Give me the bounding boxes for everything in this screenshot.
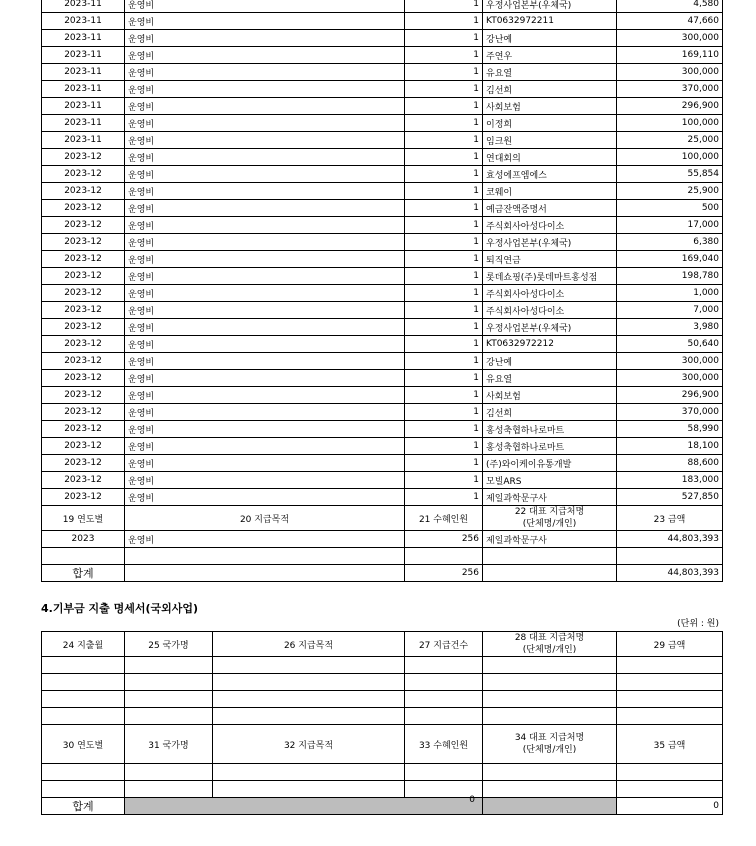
row-purpose: 운영비 bbox=[125, 421, 405, 438]
row-count: 1 bbox=[405, 319, 483, 336]
row-payee: 김선희 bbox=[483, 81, 617, 98]
overseas-total-row bbox=[42, 798, 723, 815]
row-purpose: 운영비 bbox=[125, 472, 405, 489]
row-payee: 임크원 bbox=[483, 132, 617, 149]
header-year: 19 연도별 bbox=[42, 506, 125, 531]
row-month: 2023-12 bbox=[42, 438, 125, 455]
row-amount: 17,000 bbox=[617, 217, 723, 234]
row-count: 1 bbox=[405, 472, 483, 489]
row-amount: 198,780 bbox=[617, 268, 723, 285]
table-row bbox=[42, 98, 723, 115]
row-payee: 제일과학문구사 bbox=[483, 489, 617, 506]
row-count: 1 bbox=[405, 132, 483, 149]
row-month: 2023-12 bbox=[42, 234, 125, 251]
table-row bbox=[42, 421, 723, 438]
row-purpose: 운영비 bbox=[125, 455, 405, 472]
row-payee: KT0632972212 bbox=[483, 336, 617, 353]
header-payee bbox=[483, 632, 617, 657]
overseas-header bbox=[42, 632, 723, 657]
table-row bbox=[42, 251, 723, 268]
table-row bbox=[42, 30, 723, 47]
row-amount: 296,900 bbox=[617, 387, 723, 404]
unit-note: (단위 : 원) bbox=[677, 619, 719, 629]
row-count: 1 bbox=[405, 370, 483, 387]
row-purpose: 운영비 bbox=[125, 404, 405, 421]
row-count: 1 bbox=[405, 489, 483, 506]
row-payee: 사회보험 bbox=[483, 98, 617, 115]
table-row bbox=[42, 455, 723, 472]
header-purpose: 20 지급목적 bbox=[125, 506, 405, 531]
row-month: 2023-12 bbox=[42, 251, 125, 268]
table-row bbox=[42, 404, 723, 421]
table-row bbox=[42, 438, 723, 455]
section4-title: 4.기부금 지출 명세서(국외사업) bbox=[41, 602, 199, 615]
row-count: 1 bbox=[405, 336, 483, 353]
row-payee: KT0632972211 bbox=[483, 13, 617, 30]
row-count: 1 bbox=[405, 268, 483, 285]
overseas-total-count: 0 bbox=[469, 795, 475, 805]
table-row bbox=[42, 47, 723, 64]
row-count: 1 bbox=[405, 200, 483, 217]
header-count: 33 수혜인원 bbox=[405, 725, 483, 764]
overseas-empty-row bbox=[42, 708, 723, 725]
row-purpose: 운영비 bbox=[125, 387, 405, 404]
detail-rows bbox=[42, 0, 723, 506]
row-payee: 홍성축협하나로마트 bbox=[483, 421, 617, 438]
domestic-total-row bbox=[42, 565, 723, 582]
row-purpose: 운영비 bbox=[125, 166, 405, 183]
row-payee: 모빌ARS bbox=[483, 472, 617, 489]
row-amount: 527,850 bbox=[617, 489, 723, 506]
overseas-total-shaded bbox=[125, 798, 483, 815]
table-row bbox=[42, 387, 723, 404]
row-amount: 1,000 bbox=[617, 285, 723, 302]
table-row bbox=[42, 268, 723, 285]
row-month: 2023-12 bbox=[42, 285, 125, 302]
row-month: 2023-11 bbox=[42, 132, 125, 149]
row-count: 1 bbox=[405, 217, 483, 234]
row-month: 2023-11 bbox=[42, 115, 125, 132]
row-count: 1 bbox=[405, 387, 483, 404]
table-row bbox=[42, 64, 723, 81]
row-payee: 김선희 bbox=[483, 404, 617, 421]
header-payee-line1: 34 대표 지급처명 bbox=[514, 733, 585, 743]
row-amount: 18,100 bbox=[617, 438, 723, 455]
row-purpose: 운영비 bbox=[125, 149, 405, 166]
row-count: 1 bbox=[405, 30, 483, 47]
row-amount: 370,000 bbox=[617, 404, 723, 421]
row-count: 1 bbox=[405, 234, 483, 251]
row-amount: 25,900 bbox=[617, 183, 723, 200]
header-payee bbox=[483, 725, 617, 764]
row-month: 2023-11 bbox=[42, 0, 125, 13]
row-purpose: 운영비 bbox=[125, 268, 405, 285]
row-payee: 연대회의 bbox=[483, 149, 617, 166]
header-year: 30 연도별 bbox=[42, 725, 125, 764]
row-count: 1 bbox=[405, 353, 483, 370]
table-row bbox=[42, 353, 723, 370]
row-purpose: 운영비 bbox=[125, 200, 405, 217]
row-purpose: 운영비 bbox=[125, 319, 405, 336]
row-payee: 유요열 bbox=[483, 64, 617, 81]
row-purpose: 운영비 bbox=[125, 183, 405, 200]
row-month: 2023-11 bbox=[42, 64, 125, 81]
header-payee-line2: (단체명/개인) bbox=[522, 519, 577, 529]
row-amount: 300,000 bbox=[617, 30, 723, 47]
row-payee: 주식회사아성다이소 bbox=[483, 302, 617, 319]
row-amount: 300,000 bbox=[617, 353, 723, 370]
domestic-summary-row bbox=[42, 531, 723, 548]
row-purpose: 운영비 bbox=[125, 234, 405, 251]
row-purpose: 운영비 bbox=[125, 98, 405, 115]
row-payee: 코웨이 bbox=[483, 183, 617, 200]
row-count: 1 bbox=[405, 421, 483, 438]
row-count: 1 bbox=[405, 251, 483, 268]
row-month: 2023-11 bbox=[42, 13, 125, 30]
row-count: 1 bbox=[405, 47, 483, 64]
domestic-summary-empty-row bbox=[42, 548, 723, 565]
row-month: 2023-11 bbox=[42, 30, 125, 47]
summary-amount: 44,803,393 bbox=[617, 531, 723, 548]
header-country: 25 국가명 bbox=[125, 632, 213, 657]
summary-payee: 제일과학문구사 bbox=[483, 531, 617, 548]
overseas-empty-row bbox=[42, 691, 723, 708]
overseas-empty-row bbox=[42, 674, 723, 691]
row-amount: 100,000 bbox=[617, 149, 723, 166]
row-month: 2023-12 bbox=[42, 472, 125, 489]
row-purpose: 운영비 bbox=[125, 370, 405, 387]
row-payee: 강난예 bbox=[483, 30, 617, 47]
row-month: 2023-12 bbox=[42, 149, 125, 166]
row-payee: 예금잔액증명서 bbox=[483, 200, 617, 217]
row-month: 2023-12 bbox=[42, 268, 125, 285]
row-payee: 이정희 bbox=[483, 115, 617, 132]
row-month: 2023-12 bbox=[42, 387, 125, 404]
summary-year: 2023 bbox=[42, 531, 125, 548]
row-payee: 우정사업본부(우체국) bbox=[483, 319, 617, 336]
row-amount: 169,110 bbox=[617, 47, 723, 64]
row-payee: 롯데쇼핑(주)롯데마트홍성점 bbox=[483, 268, 617, 285]
row-count: 1 bbox=[405, 149, 483, 166]
row-count: 1 bbox=[405, 64, 483, 81]
header-country: 31 국가명 bbox=[125, 725, 213, 764]
row-month: 2023-12 bbox=[42, 200, 125, 217]
row-count: 1 bbox=[405, 115, 483, 132]
table-row bbox=[42, 234, 723, 251]
header-count: 21 수혜인원 bbox=[405, 506, 483, 531]
row-month: 2023-12 bbox=[42, 455, 125, 472]
summary-purpose: 운영비 bbox=[125, 531, 405, 548]
domestic-total-count: 256 bbox=[405, 565, 483, 582]
domestic-total-amount: 44,803,393 bbox=[617, 565, 723, 582]
row-count: 1 bbox=[405, 183, 483, 200]
row-payee: 유요열 bbox=[483, 370, 617, 387]
row-amount: 58,990 bbox=[617, 421, 723, 438]
row-purpose: 운영비 bbox=[125, 115, 405, 132]
row-purpose: 운영비 bbox=[125, 251, 405, 268]
table-row bbox=[42, 183, 723, 200]
header-purpose: 26 지급목적 bbox=[213, 632, 405, 657]
row-month: 2023-12 bbox=[42, 336, 125, 353]
row-month: 2023-12 bbox=[42, 302, 125, 319]
summary-count: 256 bbox=[405, 531, 483, 548]
row-count: 1 bbox=[405, 98, 483, 115]
row-purpose: 운영비 bbox=[125, 302, 405, 319]
row-purpose: 운영비 bbox=[125, 81, 405, 98]
table-row bbox=[42, 489, 723, 506]
row-purpose: 운영비 bbox=[125, 13, 405, 30]
row-payee: 효성에프엠에스 bbox=[483, 166, 617, 183]
header-amount: 29 금액 bbox=[617, 632, 723, 657]
row-payee: (주)와이케이유통개발 bbox=[483, 455, 617, 472]
header-payee-line2: (단체명/개인) bbox=[522, 745, 577, 755]
row-amount: 47,660 bbox=[617, 13, 723, 30]
row-amount: 300,000 bbox=[617, 64, 723, 81]
table-row bbox=[42, 217, 723, 234]
row-amount: 25,000 bbox=[617, 132, 723, 149]
row-payee: 우정사업본부(우체국) bbox=[483, 234, 617, 251]
row-month: 2023-12 bbox=[42, 370, 125, 387]
row-count: 1 bbox=[405, 81, 483, 98]
domestic-expense-table bbox=[41, 0, 723, 582]
row-purpose: 운영비 bbox=[125, 0, 405, 13]
table-row bbox=[42, 302, 723, 319]
table-row bbox=[42, 200, 723, 217]
overseas-summary-empty-row bbox=[42, 764, 723, 781]
row-payee: 강난예 bbox=[483, 353, 617, 370]
row-month: 2023-12 bbox=[42, 183, 125, 200]
table-row bbox=[42, 319, 723, 336]
table-row bbox=[42, 370, 723, 387]
table-row bbox=[42, 81, 723, 98]
row-amount: 100,000 bbox=[617, 115, 723, 132]
row-count: 1 bbox=[405, 166, 483, 183]
row-count: 1 bbox=[405, 285, 483, 302]
overseas-empty-row bbox=[42, 657, 723, 674]
overseas-summary-empty-row bbox=[42, 781, 723, 798]
row-payee: 우정사업본부(우체국) bbox=[483, 0, 617, 13]
row-month: 2023-12 bbox=[42, 404, 125, 421]
domestic-summary-header bbox=[42, 506, 723, 531]
row-purpose: 운영비 bbox=[125, 30, 405, 47]
row-amount: 7,000 bbox=[617, 302, 723, 319]
row-count: 1 bbox=[405, 404, 483, 421]
row-payee: 홍성축협하나로마트 bbox=[483, 438, 617, 455]
header-payee-line1: 22 대표 지급처명 bbox=[514, 507, 585, 517]
row-payee: 주식회사아성다이소 bbox=[483, 285, 617, 302]
table-row bbox=[42, 13, 723, 30]
row-month: 2023-11 bbox=[42, 81, 125, 98]
row-amount: 55,854 bbox=[617, 166, 723, 183]
row-amount: 3,980 bbox=[617, 319, 723, 336]
row-purpose: 운영비 bbox=[125, 438, 405, 455]
row-amount: 300,000 bbox=[617, 370, 723, 387]
overseas-expense-table bbox=[41, 631, 723, 815]
row-purpose: 운영비 bbox=[125, 64, 405, 81]
table-row bbox=[42, 0, 723, 13]
row-month: 2023-12 bbox=[42, 319, 125, 336]
row-amount: 4,580 bbox=[617, 0, 723, 13]
row-amount: 183,000 bbox=[617, 472, 723, 489]
row-month: 2023-12 bbox=[42, 166, 125, 183]
row-month: 2023-12 bbox=[42, 353, 125, 370]
table-row bbox=[42, 132, 723, 149]
row-purpose: 운영비 bbox=[125, 132, 405, 149]
table-row bbox=[42, 149, 723, 166]
row-amount: 88,600 bbox=[617, 455, 723, 472]
header-payee-line1: 28 대표 지급처명 bbox=[514, 633, 585, 643]
row-amount: 50,640 bbox=[617, 336, 723, 353]
row-month: 2023-12 bbox=[42, 489, 125, 506]
row-amount: 500 bbox=[617, 200, 723, 217]
row-count: 1 bbox=[405, 438, 483, 455]
domestic-total-label: 합계 bbox=[42, 565, 125, 582]
table-row bbox=[42, 285, 723, 302]
row-amount: 6,380 bbox=[617, 234, 723, 251]
row-payee: 퇴직연금 bbox=[483, 251, 617, 268]
header-amount: 23 금액 bbox=[617, 506, 723, 531]
header-month: 24 지출월 bbox=[42, 632, 125, 657]
row-purpose: 운영비 bbox=[125, 217, 405, 234]
row-month: 2023-11 bbox=[42, 47, 125, 64]
row-amount: 296,900 bbox=[617, 98, 723, 115]
row-month: 2023-11 bbox=[42, 98, 125, 115]
row-amount: 169,040 bbox=[617, 251, 723, 268]
table-row bbox=[42, 472, 723, 489]
header-payee bbox=[483, 506, 617, 531]
row-purpose: 운영비 bbox=[125, 285, 405, 302]
row-month: 2023-12 bbox=[42, 217, 125, 234]
row-purpose: 운영비 bbox=[125, 353, 405, 370]
overseas-summary-header bbox=[42, 725, 723, 764]
table-row bbox=[42, 166, 723, 183]
row-amount: 370,000 bbox=[617, 81, 723, 98]
row-month: 2023-12 bbox=[42, 421, 125, 438]
header-purpose: 32 지급목적 bbox=[213, 725, 405, 764]
header-payee-line2: (단체명/개인) bbox=[522, 645, 577, 655]
table-row bbox=[42, 115, 723, 132]
header-amount: 35 금액 bbox=[617, 725, 723, 764]
row-count: 1 bbox=[405, 455, 483, 472]
row-purpose: 운영비 bbox=[125, 489, 405, 506]
table-row bbox=[42, 336, 723, 353]
row-payee: 사회보험 bbox=[483, 387, 617, 404]
row-count: 1 bbox=[405, 13, 483, 30]
row-payee: 주식회사아성다이소 bbox=[483, 217, 617, 234]
row-count: 1 bbox=[405, 302, 483, 319]
row-payee: 주연우 bbox=[483, 47, 617, 64]
header-count: 27 지급건수 bbox=[405, 632, 483, 657]
overseas-total-payee-shaded bbox=[483, 798, 617, 815]
overseas-total-label: 합계 bbox=[42, 798, 125, 815]
row-purpose: 운영비 bbox=[125, 47, 405, 64]
row-purpose: 운영비 bbox=[125, 336, 405, 353]
row-count: 1 bbox=[405, 0, 483, 13]
overseas-total-amount: 0 bbox=[617, 798, 723, 815]
